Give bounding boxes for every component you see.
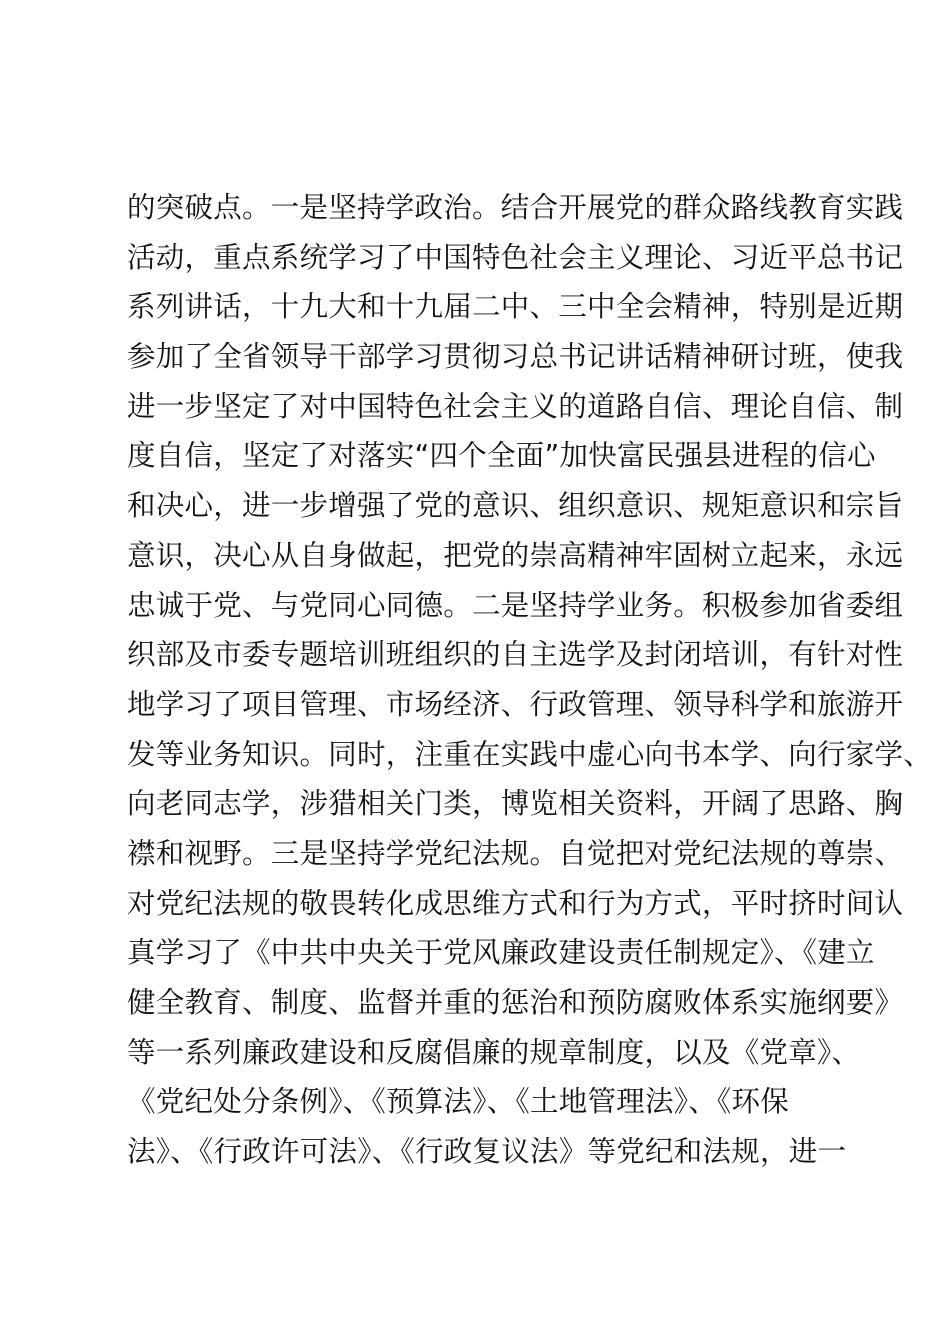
text-line: 健全教育、制度、监督并重的惩治和预防腐败体系实施纲要》 (127, 986, 904, 1019)
text-line: 向老同志学，涉猎相关门类，博览相关资料，开阔了思路、胸 (127, 787, 904, 821)
text-line: 系列讲话，十九大和十九届二中、三中全会精神，特别是近期 (127, 290, 904, 324)
text-line: 发等业务知识。同时，注重在实践中虚心向书本学、向行家学、 (127, 737, 933, 771)
text-line: 度自信，坚定了对落实“四个全面”加快富民强县进程的信心 (127, 439, 876, 473)
text-line: 法》、《行政许可法》、《行政复议法》等党纪和法规，进一 (127, 1135, 847, 1169)
text-line: 意识，决心从自身做起，把党的崇高精神牢固树立起来，永远 (127, 538, 904, 572)
body-paragraph (127, 183, 933, 1177)
text-line: 的突破点。一是坚持学政治。结合开展党的群众路线教育实践 (127, 191, 904, 224)
text-line: 活动，重点系统学习了中国特色社会主义理论、习近平总书记 (127, 240, 904, 274)
text-line: 地学习了项目管理、市场经济、行政管理、领导科学和旅游开 (127, 687, 904, 721)
text-line: 参加了全省领导干部学习贯彻习总书记讲话精神研讨班，使我 (127, 340, 904, 374)
text-line: 襟和视野。三是坚持学党纪法规。自觉把对党纪法规的尊崇、 (127, 836, 904, 870)
text-line: 对党纪法规的敬畏转化成思维方式和行为方式，平时挤时间认 (127, 886, 904, 920)
text-line: 进一步坚定了对中国特色社会主义的道路自信、理论自信、制 (127, 389, 904, 423)
text-line: 等一系列廉政建设和反腐倡廉的规章制度，以及《党章》、 (127, 1035, 861, 1069)
text-line: 织部及市委专题培训班组织的自主选学及封闭培训，有针对性 (127, 638, 904, 672)
text-line: 《党纪处分条例》、《预算法》、《土地管理法》、《环保 (127, 1085, 790, 1119)
text-line: 真学习了《中共中央关于党风廉政建设责任制规定》、《建立 (127, 936, 875, 970)
text-line: 和决心，进一步增强了党的意识、组织意识、规矩意识和宗旨 (127, 489, 904, 523)
text-line: 忠诚于党、与党同心同德。二是坚持学业务。积极参加省委组 (127, 588, 904, 622)
